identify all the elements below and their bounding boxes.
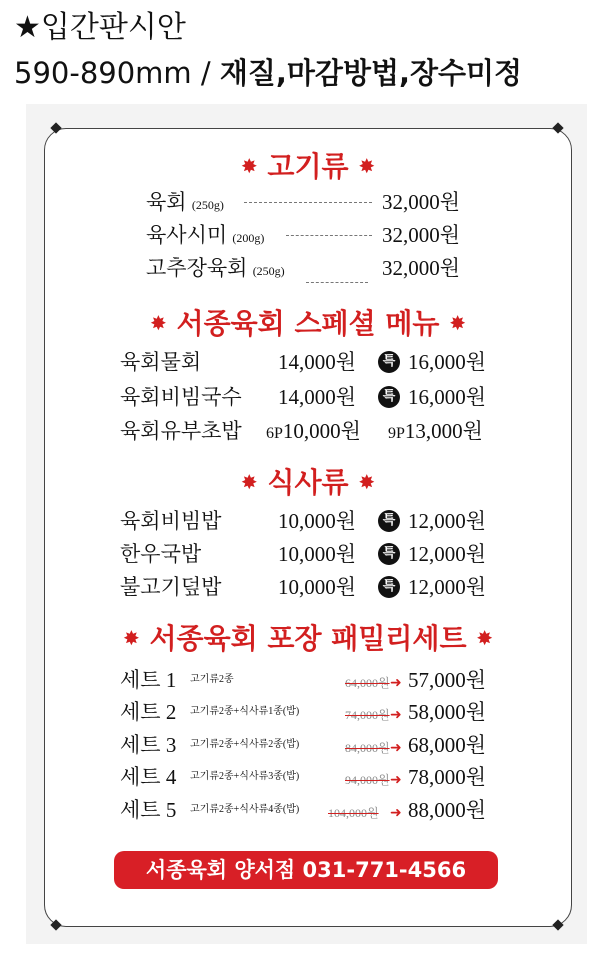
item-price-special: 12,000원: [408, 542, 487, 566]
item-price: 32,000원: [382, 223, 461, 247]
set-price: 57,000원: [408, 668, 487, 692]
item-weight: (250g): [252, 264, 285, 278]
set-old-price: 94,000원: [345, 773, 390, 787]
set-desc: 고기류2종+식사류4종(밥): [190, 804, 300, 815]
item-name: 육회: [146, 190, 187, 214]
item-price-special: 12,000원: [408, 509, 487, 533]
section-title-text: 식사류: [267, 466, 349, 499]
phone-banner: 서종육회 양서점 031-771-4566: [114, 851, 498, 889]
set-name: 세트 1: [120, 668, 177, 692]
set-price: 68,000원: [408, 733, 487, 757]
section-title-special: [44, 303, 572, 344]
set-price: 88,000원: [408, 798, 487, 822]
header-note: 재질,마감방법,장수미정: [219, 56, 523, 90]
section-title-meat: [44, 146, 572, 187]
item-price: [266, 416, 361, 449]
header-title: ★입간판시안: [14, 10, 186, 45]
set-old-price: 104,000원: [328, 806, 379, 820]
set-name: 세트 2: [120, 700, 177, 724]
special-badge-icon: 특: [378, 543, 400, 565]
arrow-right-icon: ➜: [390, 772, 402, 788]
set-row: [120, 762, 176, 792]
set-desc: 고기류2종: [190, 674, 234, 685]
star-icon: ✸: [150, 311, 167, 335]
section-title-text: 서종육회 스페셜 메뉴: [176, 307, 440, 340]
item-name: 고추장육회: [146, 256, 248, 280]
list-item: 육회물회: [120, 350, 202, 374]
item-price-special: 16,000원: [408, 385, 487, 409]
set-row: [120, 697, 176, 727]
set-row: [120, 730, 176, 760]
dotted-leader: [286, 235, 372, 236]
set-old-price: 84,000원: [345, 741, 390, 755]
set-price: 58,000원: [408, 700, 487, 724]
arrow-right-icon: ➜: [390, 707, 402, 723]
item-price: 14,000원: [278, 385, 357, 409]
item-price: 14,000원: [278, 350, 357, 374]
set-desc: 고기류2종+식사류2종(밥): [190, 739, 300, 750]
set-desc: 고기류2종+식사류3종(밥): [190, 771, 300, 782]
list-item: 육회비빔밥: [120, 509, 222, 533]
special-badge-icon: 특: [378, 386, 400, 408]
arrow-right-icon: ➜: [390, 740, 402, 756]
section-title-family-set: [44, 618, 572, 659]
piece-count: 9P: [388, 425, 405, 442]
set-row: [120, 665, 176, 695]
star-icon: ✸: [476, 626, 494, 650]
list-item: 육회유부초밥: [120, 419, 242, 443]
set-desc: 고기류2종+식사류1종(밥): [190, 706, 300, 717]
item-weight: (200g): [232, 231, 265, 245]
special-badge-icon: 특: [378, 510, 400, 532]
list-item: 한우국밥: [120, 542, 202, 566]
star-icon: ✸: [240, 154, 258, 178]
header-spec: [14, 53, 522, 93]
list-item: 불고기덮밥: [120, 575, 222, 599]
item-price: 10,000원: [278, 509, 357, 533]
item-price: 10,000원: [278, 575, 357, 599]
item-price: 32,000원: [382, 190, 461, 214]
list-item: [146, 187, 224, 220]
item-price-special: 16,000원: [408, 350, 487, 374]
dotted-leader: [244, 202, 372, 203]
set-name: 세트 3: [120, 733, 177, 757]
special-badge-icon: 특: [378, 576, 400, 598]
item-weight: (250g): [191, 198, 224, 212]
arrow-right-icon: ➜: [390, 805, 402, 821]
section-title-text: 서종육회 포장 패밀리세트: [149, 622, 467, 655]
price-value: 13,000원: [404, 419, 483, 443]
star-icon: ✸: [240, 470, 258, 494]
item-price-special: 12,000원: [408, 575, 487, 599]
section-title-meals: [44, 462, 572, 503]
item-price: 32,000원: [382, 256, 461, 280]
set-name: 세트 4: [120, 765, 177, 789]
item-price: 10,000원: [278, 542, 357, 566]
star-icon: ✸: [358, 154, 376, 178]
piece-count: 6P: [266, 425, 283, 442]
star-icon: ✸: [449, 311, 466, 335]
list-item: [146, 253, 285, 286]
set-price: 78,000원: [408, 765, 487, 789]
set-row: [120, 795, 176, 825]
item-name: 육사시미: [146, 223, 228, 247]
list-item: [146, 220, 264, 253]
set-old-price: 74,000원: [345, 708, 390, 722]
star-icon: ✸: [122, 626, 140, 650]
star-icon: ✸: [358, 470, 376, 494]
price-value: 10,000원: [282, 419, 361, 443]
arrow-right-icon: ➜: [390, 675, 402, 691]
set-old-price: 64,000원: [345, 676, 390, 690]
header-size: 590-890mm /: [14, 56, 220, 90]
item-price-special: [388, 416, 483, 449]
section-title-text: 고기류: [267, 150, 349, 183]
list-item: 육회비빔국수: [120, 385, 242, 409]
dotted-leader: [306, 282, 368, 283]
special-badge-icon: 특: [378, 351, 400, 373]
set-name: 세트 5: [120, 798, 177, 822]
